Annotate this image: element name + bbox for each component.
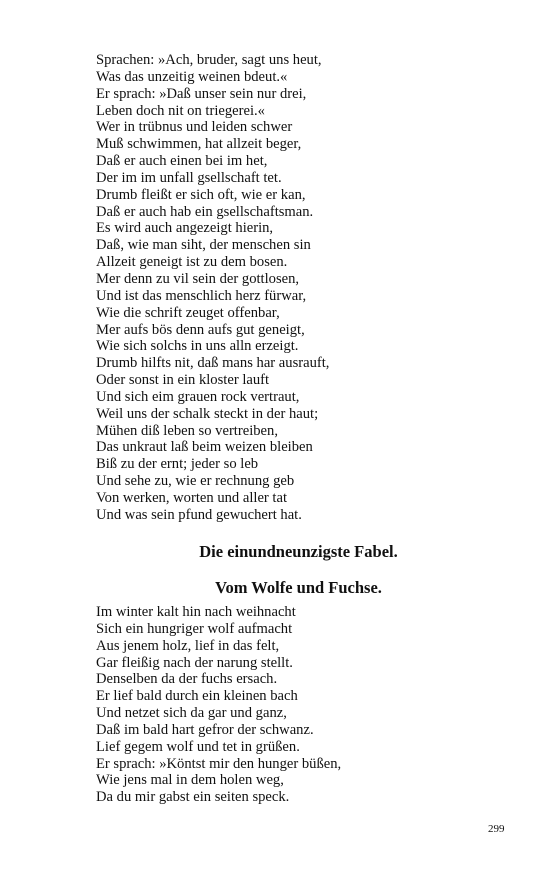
page-number: 299 — [488, 823, 505, 835]
poem-line: Aus jenem holz, lief in das felt, — [96, 637, 280, 654]
poem-line: Weil uns der schalk steckt in der haut; — [96, 405, 319, 422]
fable-title: Die einundneunzigste Fabel. — [199, 542, 398, 561]
poem-line: Er sprach: »Köntst mir den hunger büßen, — [96, 755, 342, 772]
poem-line: Daß im bald hart gefror der schwanz. — [96, 721, 314, 738]
poem-line: Wie sich solchs in uns alln erzeigt. — [96, 338, 299, 355]
poem-line: Drumb fleißt er sich oft, wie er kan, — [96, 186, 306, 203]
poem-line: Daß, wie man siht, der menschen sin — [96, 237, 311, 254]
poem-line: Daß er auch hab ein gsellschaftsman. — [96, 203, 314, 220]
poem-line: Es wird auch angezeigt hierin, — [96, 220, 274, 237]
poem-stanza-2 — [96, 604, 341, 806]
poem-line: Leben doch nit on triegerei.« — [96, 102, 265, 119]
poem-line: Denselben da der fuchs ersach. — [96, 671, 278, 688]
poem-line: Er sprach: »Daß unser sein nur drei, — [96, 85, 307, 102]
poem-line: Im winter kalt hin nach weihnacht — [96, 604, 296, 620]
poem-line: Wie die schrift zeuget offenbar, — [96, 304, 280, 321]
poem-line: Daß er auch einen bei im het, — [96, 153, 268, 170]
poem-line: Was das unzeitig weinen bdeut.« — [96, 68, 288, 85]
poem-line: Von werken, worten und aller tat — [96, 489, 288, 506]
poem-line: Drumb hilfts nit, daß mans har ausrauft, — [96, 355, 330, 372]
poem-line: Er lief bald durch ein kleinen bach — [96, 688, 298, 705]
poem-line: Und sehe zu, wie er rechnung geb — [96, 473, 295, 490]
poem-line: Allzeit geneigt ist zu dem bosen. — [96, 254, 288, 271]
fable-subtitle: Vom Wolfe und Fuchse. — [215, 578, 382, 597]
poem-line: Und was sein pfund gewuchert hat. — [96, 506, 302, 523]
poem-line: Wer in trübnus und leiden schwer — [96, 119, 293, 136]
poem-line: Und sich eim grauen rock vertraut, — [96, 388, 300, 405]
poem-line: Biß zu der ernt; jeder so leb — [96, 456, 259, 473]
poem-line: Mühen diß leben so vertreiben, — [96, 422, 278, 439]
poem-line: Gar fleißig nach der narung stellt. — [96, 654, 293, 671]
poem-line: Mer denn zu vil sein der gottlosen, — [96, 270, 300, 287]
poem-stanza-1 — [96, 52, 329, 524]
poem-line: Der im im unfall gsellschaft tet. — [96, 169, 282, 186]
poem-line: Sprachen: »Ach, bruder, sagt uns heut, — [96, 52, 322, 68]
poem-line: Das unkraut laß beim weizen bleiben — [96, 439, 313, 456]
poem-line: Lief gegem wolf und tet in grüßen. — [96, 738, 300, 755]
poem-line: Muß schwimmen, hat allzeit beger, — [96, 136, 302, 153]
poem-line: Und netzet sich da gar und ganz, — [96, 705, 287, 722]
poem-line: Und ist das menschlich herz fürwar, — [96, 287, 307, 304]
poem-line: Mer aufs bös denn aufs gut geneigt, — [96, 321, 305, 338]
poem-line: Da du mir gabst ein seiten speck. — [96, 789, 290, 806]
poem-line: Oder sonst in ein kloster lauft — [96, 372, 270, 389]
poem-line: Wie jens mal in dem holen weg, — [96, 772, 284, 789]
poem-line: Sich ein hungriger wolf aufmacht — [96, 620, 293, 637]
